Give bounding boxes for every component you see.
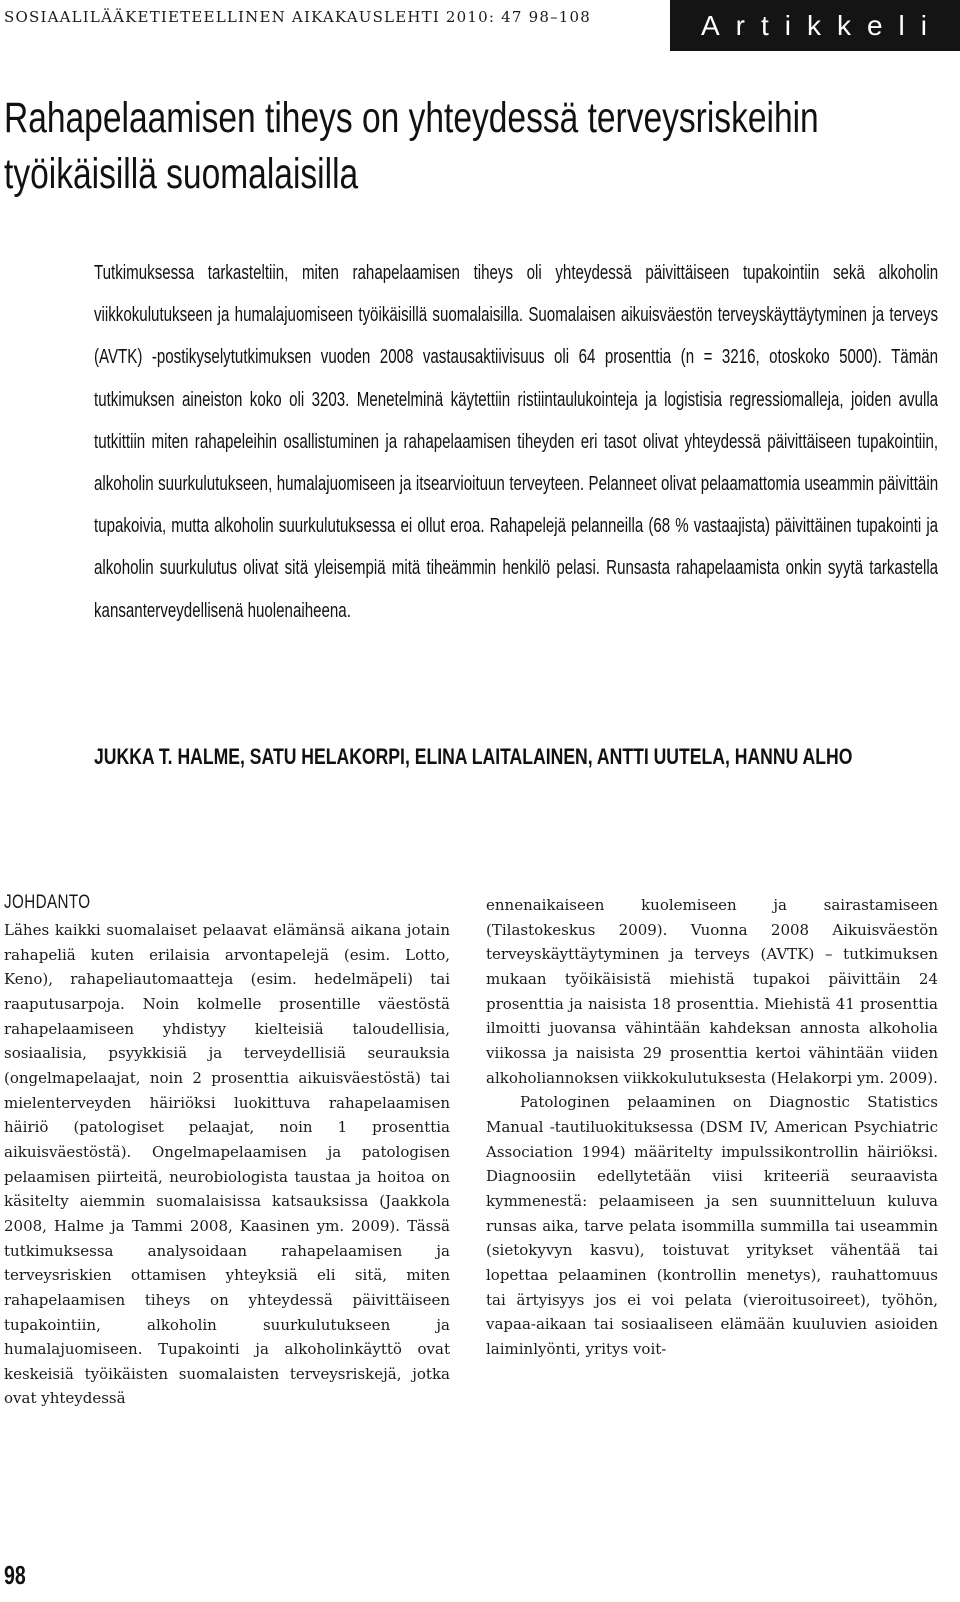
page-number: 98 xyxy=(4,1560,26,1590)
body-paragraph: ennenaikaiseen kuolemiseen ja sairastamiseen (Tilastokeskus 2009). Vuonna 2008 Aikuisväestön terveyskäyttäytyminen ja terveys (AVTK) – tutkimuksen mukaan työikäisistä miehistä tupakoi päivittäin 24 prosenttia ja naisista 18 prosenttia. Miehistä 41 prosenttia ilmoitti juovansa vähintään kahdeksan annosta alkoholia viikossa ja naisista 29 prosenttia kertoi vähintään viiden alkoholiannoksen viikkokulutuksesta (Helakorpi ym. 2009). xyxy=(486,896,938,1087)
right-column xyxy=(486,893,938,1361)
section-badge: Artikkeli xyxy=(670,0,960,51)
section-heading: JOHDANTO xyxy=(4,892,91,913)
left-column xyxy=(4,888,450,1411)
body-paragraph: Patologinen pelaaminen on Diagnostic Statistics Manual -tautiluokituksessa (DSM IV, American Psychiatric Association 1994) määritelty impulssikontrollin häiriöksi. Diagnoosiin edellytetään viisi kriteeriä seuraavista kymmenestä: pelaamiseen ja sen suunnitteluun kuluva runsas aika, tarve pelata isommilla summilla tai useammin (sietokyvyn kasvu), toistuvat yritykset vähentää tai lopettaa pelaaminen (kontrollin menetys), rauhattomuus tai ärtyisyys jos ei voi pelata (vieroitusoireet), työhön, vapaa-aikaan tai sosiaaliseen elämään kuuluvien asioiden laiminlyönti, yritys voit- xyxy=(486,1093,938,1358)
journal-header: SOSIAALILÄÄKETIETEELLINEN AIKAKAUSLEHTI 2010: 47 98–108 xyxy=(4,8,592,26)
article-title: Rahapelaamisen tiheys on yhteydessä terveysriskeihin työikäisillä suomalaisilla xyxy=(4,94,819,198)
body-paragraph: Lähes kaikki suomalaiset pelaavat elämänsä aikana jotain rahapeliä kuten erilaisia arvontapelejä (esim. Lotto, Keno), rahapeliautomaatteja (esim. hedelmäpeli) tai raaputusarpoja. Noin kolmelle prosentille väestöstä rahapelaamiseen yhdistyy kielteisiä taloudellisia, sosiaalisia, psyykkisiä ja terveydellisiä seurauksia (ongelmapelaajat, noin 2 prosenttia aikuisväestöstä) tai mielenterveyden häiriöksi luokittuva rahapelaamisen häiriö (patologiset pelaajat, noin 1 prosenttia aikuisväestöstä). Ongelmapelaamisen ja patologisen pelaamisen piirteitä, neurobiologista taustaa ja hoitoa on käsitelty aiemmin suomalaisissa katsauksissa (Jaakkola 2008, Halme ja Tammi 2008, Kaasinen ym. 2009). Tässä tutkimuksessa analysoidaan rahapelaamisen ja terveysriskien ottamisen yhteyksiä eli sitä, miten rahapelaamisen tiheys on yhteydessä päivittäiseen tupakointiin, alkoholin suurkulutukseen ja humalajuomiseen. Tupakointi ja alkoholinkäyttö ovat keskeisiä työikäisten suomalaisten terveysriskejä, jotka ovat yhteydessä xyxy=(4,921,450,1408)
authors: JUKKA T. HALME, SATU HELAKORPI, ELINA LAITALAINEN, ANTTI UUTELA, HANNU ALHO xyxy=(94,744,853,769)
abstract: Tutkimuksessa tarkasteltiin, miten rahapelaamisen tiheys oli yhteydessä päivittäiseen tupakointiin sekä alkoholin viikkokulutukseen ja humalajuomiseen työikäisillä suomalaisilla. Suomalaisen aikuisväestön terveyskäyttäytyminen ja terveys (AVTK) -postikyselytutkimuksen vuoden 2008 vastausaktiivisuus oli 64 prosenttia (n = 3216, otoskoko 5000). Tämän tutkimuksen aineiston koko oli 3203. Menetelminä käytettiin ristiintaulukointeja ja logistisia regressiomalleja, joiden avulla tutkittiin miten rahapeleihin osallistuminen ja rahapelaamisen tiheyden eri tasot olivat yhteydessä päivittäiseen tupakointiin, alkoholin suurkulutukseen, humalajuomiseen ja itsearvioituun terveyteen. Pelanneet olivat pelaamattomia useammin päivittäin tupakoivia, mutta alkoholin suurkulutuksessa ei ollut eroa. Rahapelejä pelanneilla (68 % vastaajista) päivittäinen tupakointi ja alkoholin suurkulutus olivat sitä yleisempiä mitä tiheämmin henkilö pelasi. Runsasta rahapelaamista onkin syytä tarkastella kansanterveydellisenä huolenaiheena. xyxy=(94,262,939,622)
